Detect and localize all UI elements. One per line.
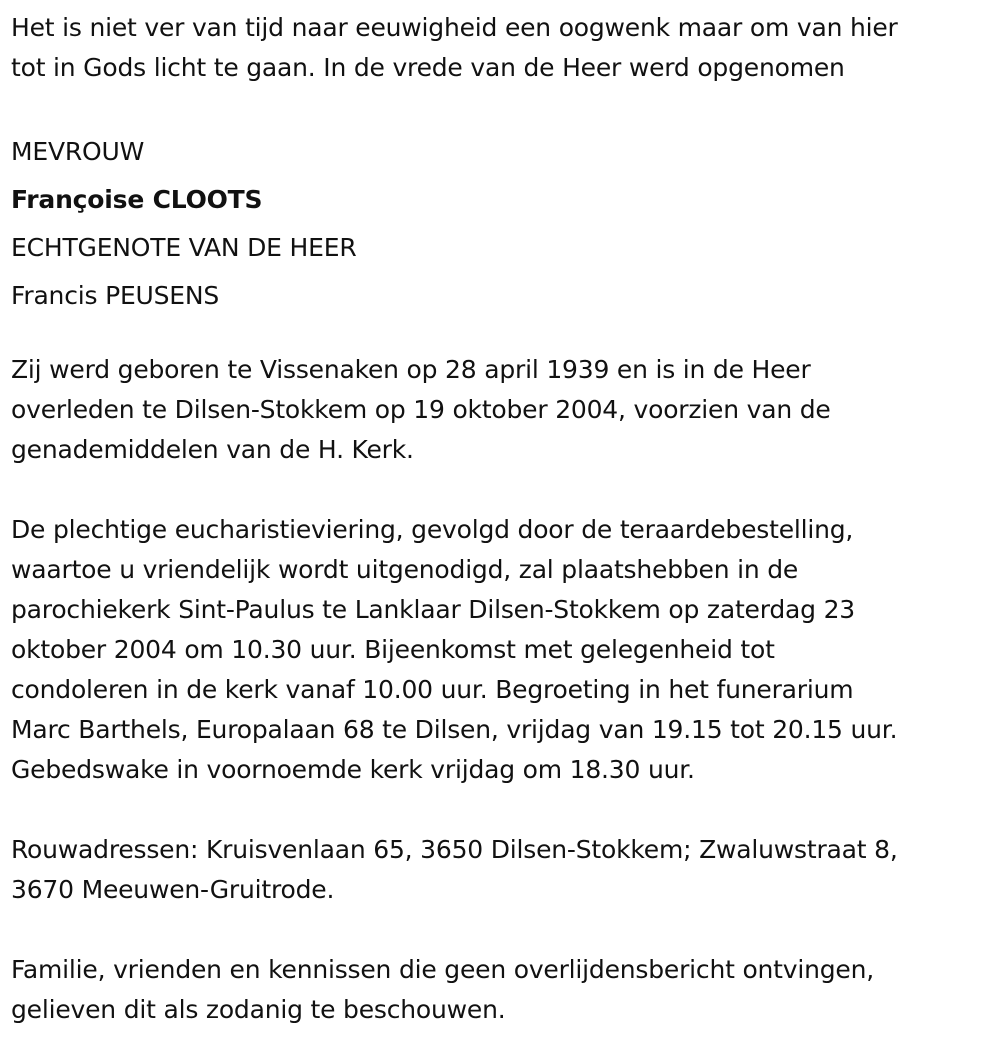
intro-line-1: Het is niet ver van tijd naar eeuwigheid een oogwenk maar om van hier [11, 13, 898, 42]
spacer [11, 790, 991, 830]
ceremony-line-2: waartoe u vriendelijk wordt uitgenodigd, zal plaatshebben in de [11, 555, 799, 584]
ceremony-line-3: parochiekerk Sint-Paulus te Lanklaar Dilsen-Stokkem op zaterdag 23 [11, 595, 855, 624]
person-block [11, 128, 991, 320]
obituary-document [11, 8, 991, 1030]
person-name: Françoise CLOOTS [11, 185, 263, 214]
addresses-paragraph [11, 830, 991, 910]
closing-line-1: Familie, vrienden en kennissen die geen overlijdensbericht ontvingen, [11, 955, 875, 984]
spouse-name: Francis PEUSENS [11, 281, 220, 310]
ceremony-line-7: Gebedswake in voornoemde kerk vrijdag om 18.30 uur. [11, 755, 695, 784]
spacer [11, 320, 991, 350]
intro-line-2: tot in Gods licht te gaan. In de vrede van de Heer werd opgenomen [11, 53, 845, 82]
birth-death-line-1: Zij werd geboren te Vissenaken op 28 april 1939 en is in de Heer [11, 355, 811, 384]
ceremony-line-5: condoleren in de kerk vanaf 10.00 uur. Begroeting in het funerarium [11, 675, 854, 704]
ceremony-line-6: Marc Barthels, Europalaan 68 te Dilsen, vrijdag van 19.15 tot 20.15 uur. [11, 715, 898, 744]
person-relation: ECHTGENOTE VAN DE HEER [11, 233, 357, 262]
closing-line-2: gelieven dit als zodanig te beschouwen. [11, 995, 506, 1024]
ceremony-line-1: De plechtige eucharistieviering, gevolgd door de teraardebestelling, [11, 515, 854, 544]
ceremony-line-4: oktober 2004 om 10.30 uur. Bijeenkomst met gelegenheid tot [11, 635, 775, 664]
addresses-line-2: 3670 Meeuwen-Gruitrode. [11, 875, 335, 904]
addresses-line-1: Rouwadressen: Kruisvenlaan 65, 3650 Dilsen-Stokkem; Zwaluwstraat 8, [11, 835, 898, 864]
birth-death-paragraph [11, 350, 991, 470]
spacer [11, 88, 991, 128]
closing-paragraph [11, 950, 991, 1030]
spacer [11, 470, 991, 510]
person-title: MEVROUW [11, 137, 145, 166]
ceremony-paragraph [11, 510, 991, 790]
birth-death-line-3: genademiddelen van de H. Kerk. [11, 435, 414, 464]
birth-death-line-2: overleden te Dilsen-Stokkem op 19 oktober 2004, voorzien van de [11, 395, 831, 424]
spacer [11, 910, 991, 950]
intro-paragraph [11, 8, 991, 88]
